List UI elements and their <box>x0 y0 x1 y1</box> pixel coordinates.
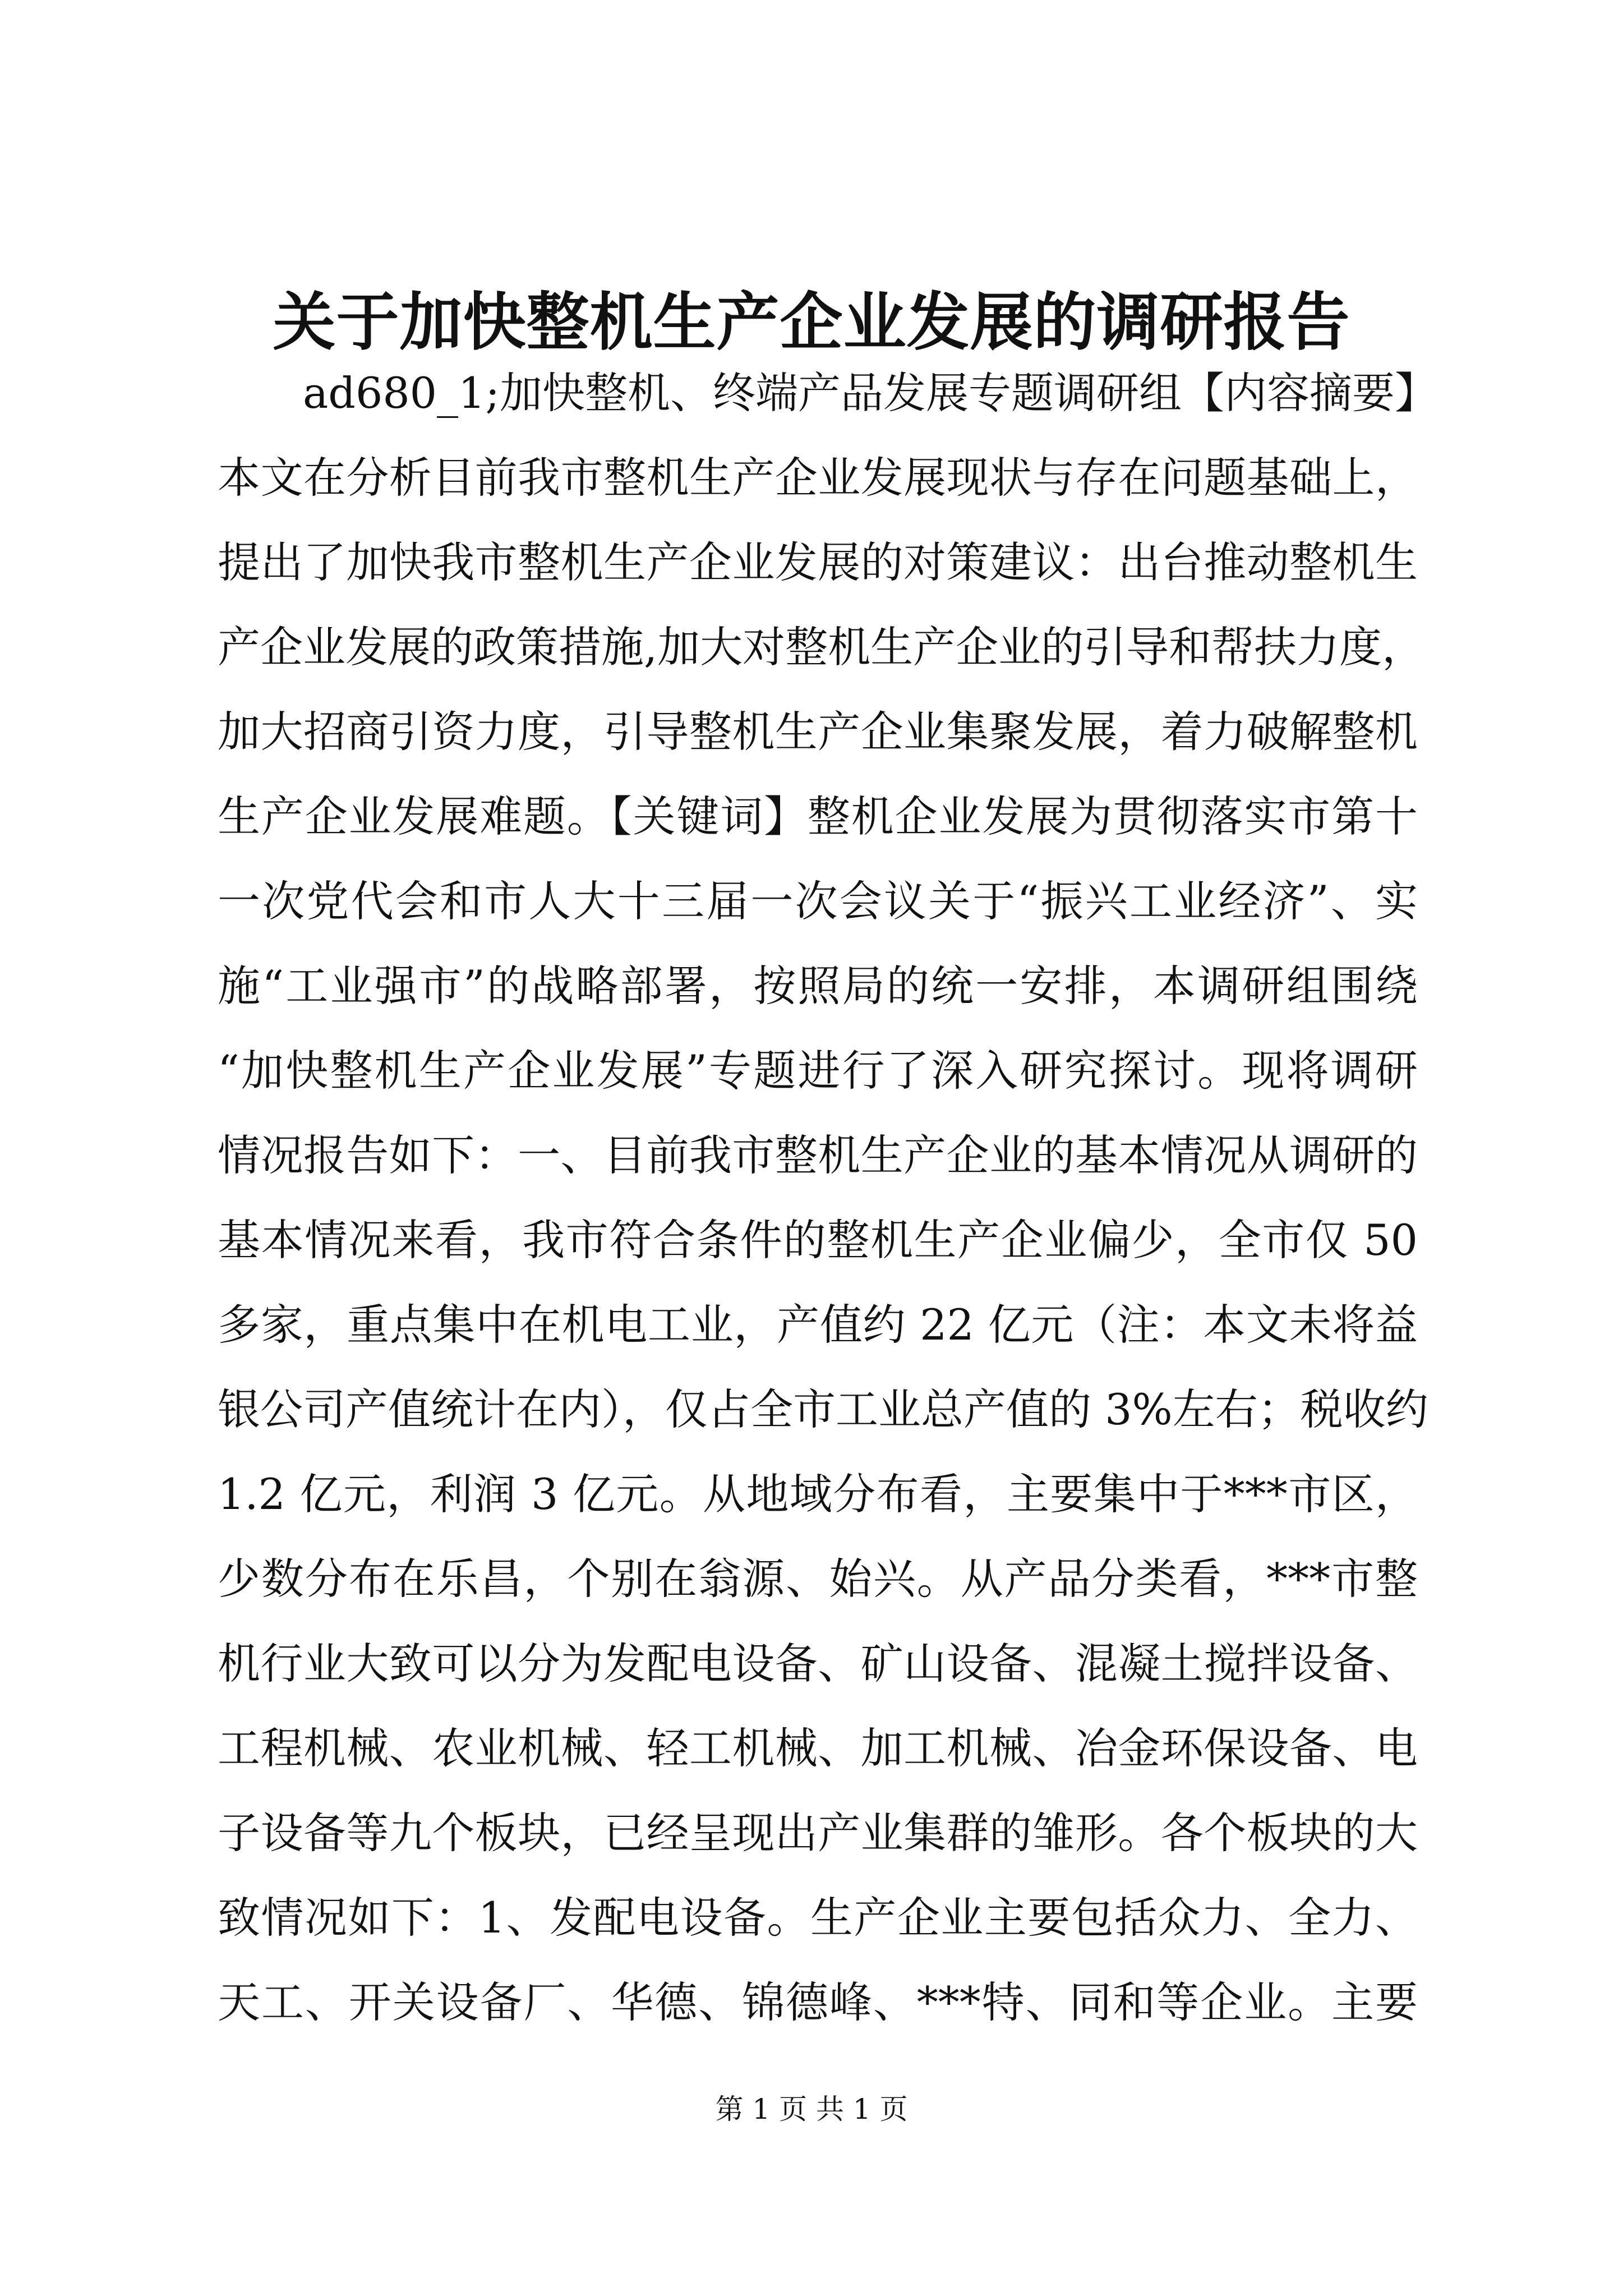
body-line: 银公司产值统计在内），仅占全市工业总产值的 3%左右；税收约 <box>218 1384 1428 1434</box>
page-footer: 第 1 页 共 1 页 <box>715 2093 908 2125</box>
body-line: 一次党代会和市人大十三届一次会议关于“振兴工业经济”、实 <box>218 876 1418 926</box>
body-line: 1.2 亿元，利润 3 亿元。从地域分布看，主要集中于***市区， <box>218 1469 1418 1519</box>
document-title: 关于加快整机生产企业发展的调研报告 <box>273 286 1350 359</box>
body-line: 多家，重点集中在机电工业，产值约 22 亿元（注：本文未将益 <box>218 1300 1418 1350</box>
body-line: 致情况如下：1、发配电设备。生产企业主要包括众力、全力、 <box>218 1893 1418 1943</box>
body-line: 少数分布在乐昌，个别在翁源、始兴。从产品分类看，***市整 <box>218 1554 1418 1604</box>
body-line: 生产企业发展难题。【关键词】整机企业发展为贯彻落实市第十 <box>218 792 1418 841</box>
body-line: 施“工业强市”的战略部署，按照局的统一安排，本调研组围绕 <box>218 961 1418 1011</box>
body-line: 本文在分析目前我市整机生产企业发展现状与存在问题基础上， <box>218 453 1418 503</box>
body-line: 情况报告如下：一、目前我市整机生产企业的基本情况从调研的 <box>218 1130 1418 1180</box>
body-line: 天工、开关设备厂、华德、锦德峰、***特、同和等企业。主要 <box>218 1977 1418 2027</box>
body-line: 工程机械、农业机械、轻工机械、加工机械、冶金环保设备、电 <box>218 1723 1418 1773</box>
body-line: 子设备等九个板块，已经呈现出产业集群的雏形。各个板块的大 <box>218 1808 1418 1858</box>
body-line: 产企业发展的政策措施,加大对整机生产企业的引导和帮扶力度， <box>218 622 1425 672</box>
body-line: 提出了加快我市整机生产企业发展的对策建议：出台推动整机生 <box>218 537 1418 587</box>
body-line: 加大招商引资力度，引导整机生产企业集聚发展，着力破解整机 <box>218 707 1418 757</box>
body-line: “加快整机生产企业发展”专题进行了深入研究探讨。现将调研 <box>218 1046 1418 1096</box>
body-line: 机行业大致可以分为发配电设备、矿山设备、混凝土搅拌设备、 <box>218 1639 1418 1688</box>
body-line: ad680_1;加快整机、终端产品发展专题调研组【内容摘要】 <box>303 368 1437 418</box>
body-line: 基本情况来看，我市符合条件的整机生产企业偏少，全市仅 50 <box>218 1215 1418 1265</box>
document-body <box>218 351 1437 2045</box>
